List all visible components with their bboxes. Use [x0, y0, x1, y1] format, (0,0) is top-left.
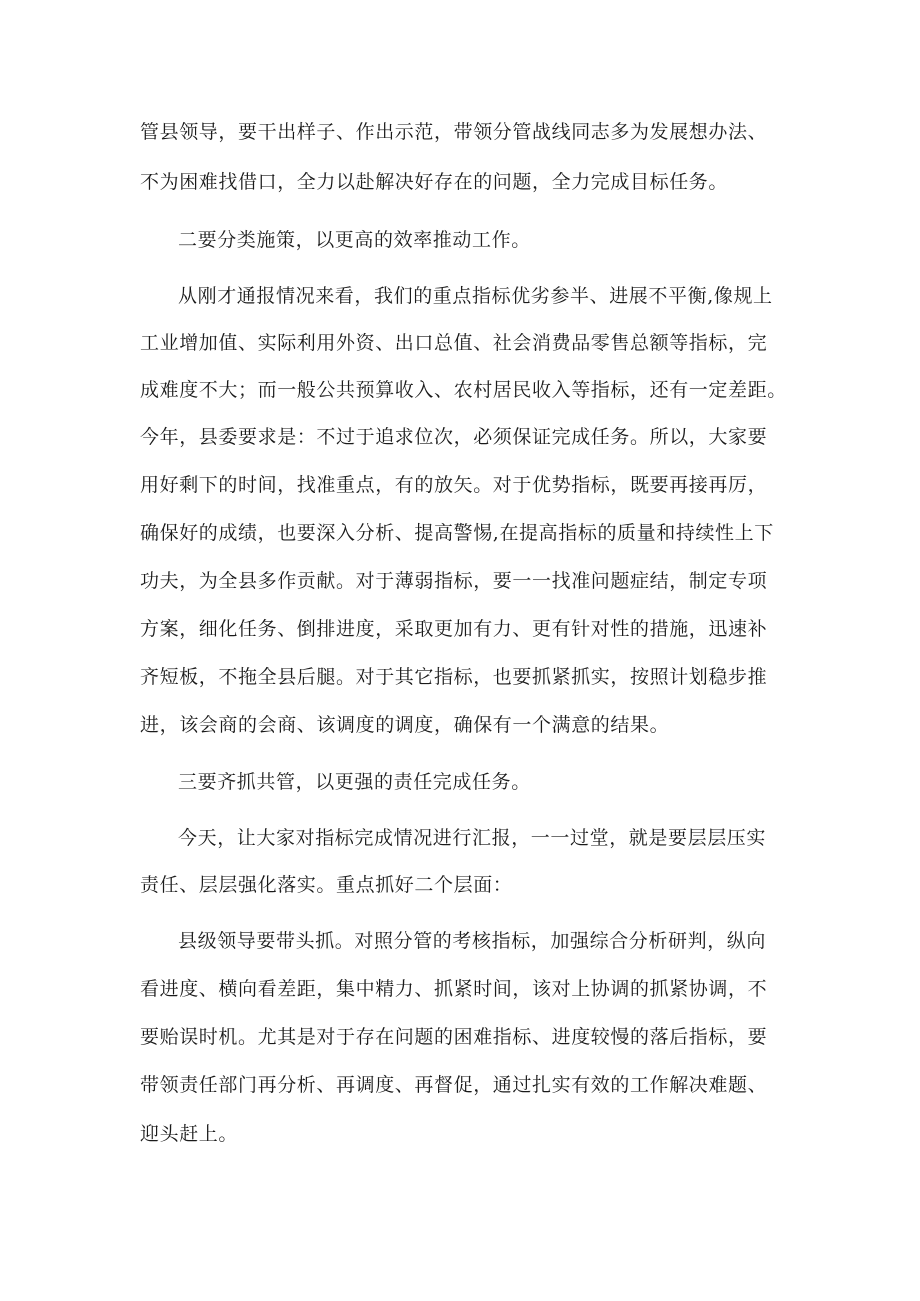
text-line: 确保好的成绩，也要深入分析、提高警惕,在提高指标的质量和持续性上下	[140, 522, 774, 544]
text-line: 县级领导要带头抓。对照分管的考核指标，加强综合分析研判，纵向	[178, 930, 767, 952]
text-line: 齐短板，不拖全县后腿。对于其它指标，也要抓紧抓实，按照计划稳步推	[140, 666, 768, 688]
section-heading: 三要齐抓共管，以更强的责任完成任务。	[178, 771, 531, 793]
text-line: 从刚才通报情况来看，我们的重点指标优劣参半、进展不平衡,像规上	[178, 285, 773, 307]
text-line: 成难度不大；而一般公共预算收入、农村居民收入等指标，还有一定差距。	[140, 379, 787, 401]
text-line: 方案，细化任务、倒排进度，采取更加有力、更有针对性的措施，迅速补	[140, 618, 768, 640]
text-line: 工业增加值、实际利用外资、出口总值、社会消费品零售总额等指标，完	[140, 332, 768, 354]
text-line: 功夫，为全县多作贡献。对于薄弱指标，要一一找准问题症结，制定专项	[140, 570, 768, 592]
text-line: 看进度、横向看差距，集中精力、抓紧时间，该对上协调的抓紧协调，不	[140, 978, 768, 1000]
text-line: 进，该会商的会商、该调度的调度，确保有一个满意的结果。	[140, 714, 670, 736]
text-line: 今天，让大家对指标完成情况进行汇报，一一过堂，就是要层层压实	[178, 827, 767, 849]
text-line: 用好剩下的时间，找准重点，有的放矢。对于优势指标，既要再接再厉，	[140, 474, 768, 496]
text-line: 不为困难找借口，全力以赴解决好存在的问题，全力完成目标任务。	[140, 171, 729, 193]
text-line: 迎头赶上。	[140, 1123, 239, 1145]
text-line: 责任、层层强化落实。重点抓好二个层面：	[140, 874, 513, 896]
text-line: 今年，县委要求是：不过于追求位次，必须保证完成任务。所以，大家要	[140, 426, 768, 448]
text-line: 管县领导，要干出样子、作出示范，带领分管战线同志多为发展想办法、	[140, 121, 768, 143]
text-line: 要贻误时机。尤其是对于存在问题的困难指标、进度较慢的落后指标，要	[140, 1026, 768, 1048]
text-line: 带领责任部门再分析、再调度、再督促，通过扎实有效的工作解决难题、	[140, 1074, 768, 1096]
section-heading: 二要分类施策，以更高的效率推动工作。	[178, 229, 531, 251]
